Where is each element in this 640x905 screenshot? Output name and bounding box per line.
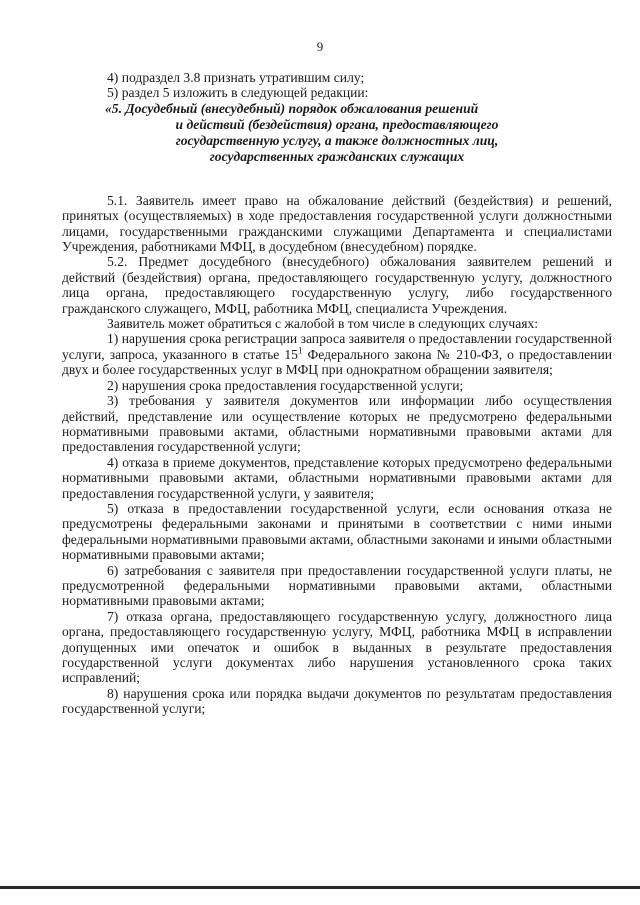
case-8: 8) нарушения срока или порядка выдачи документов по результатам предоставления государственной услуги; bbox=[62, 685, 612, 717]
document-body bbox=[62, 70, 612, 717]
case-1-text-after: Федерального закона № 210-ФЗ, о предоставлении двух и более государственных услуг в МФЦ при однократном обращении заявителя; bbox=[62, 346, 612, 378]
paragraph-5-1: 5.1. Заявитель имеет право на обжалование действий (бездействия) и решений, принятых (осуществляемых) в ходе предоставления государственной услуги должностными лицами, государственными гражданскими служащими Департамента и специалистами Учреждения, работниками МФЦ, в досудебном (внесудебном) порядке. bbox=[62, 192, 612, 255]
case-6: 6) затребования с заявителя при предоставлении государственной услуги платы, не предусмотренной федеральными нормативными правовыми актами, областными нормативными правовыми актами; bbox=[62, 562, 612, 609]
section-heading bbox=[62, 101, 612, 165]
heading-line-3: государственную услугу, а также должностных лиц, bbox=[175, 132, 499, 148]
intro-item-5: 5) раздел 5 изложить в следующей редакции: bbox=[107, 85, 369, 101]
paragraph-5-2: 5.2. Предмет досудебного (внесудебного) обжалования заявителем решений и действий (бездействия) органа, предоставляющего государственную услугу, должностного лица органа, предоставляющего государственную услугу, либо государственного гражданского служащего, МФЦ, работника МФЦ, специалиста Учреждения. bbox=[62, 254, 612, 316]
case-1-text-before: 1) нарушения срока регистрации запроса заявителя о предоставлении государственной услуги, запроса, указанного в статье 15 bbox=[62, 331, 612, 362]
case-7: 7) отказа органа, предоставляющего государственную услугу, должностного лица органа, предоставляющего государственную услугу, МФЦ, работника МФЦ в исправлении допущенных ими опечаток и ошибок в выданных в результате предоставления государственной услуги документах либо нарушения установленного срока таких исправлений; bbox=[62, 608, 612, 686]
case-3: 3) требования у заявителя документов или информации либо осуществления действий, представление или осуществление которых не предусмотрено федеральными нормативными правовыми актами, областными нормативными правовыми актами для предоставления государственной услуги; bbox=[62, 393, 612, 455]
heading-line-2: и действий (бездействия) органа, предоставляющего bbox=[175, 116, 499, 132]
cases-intro: Заявитель может обратиться с жалобой в том числе в следующих случаях: bbox=[107, 316, 539, 332]
case-5: 5) отказа в предоставлении государственной услуги, если основания отказа не предусмотрены федеральными законами и принятыми в соответствии с ними иными федеральными нормативными правовыми актами, областными законами и иными областными нормативными правовыми актами; bbox=[62, 500, 612, 563]
case-1 bbox=[62, 331, 612, 377]
page-number: 9 bbox=[316, 39, 324, 54]
case-2: 2) нарушения срока предоставления государственной услуги; bbox=[107, 377, 464, 393]
case-1-superscript: 1 bbox=[297, 345, 303, 356]
heading-line-1: «5. Досудебный (внесудебный) порядок обжалования решений bbox=[105, 100, 479, 116]
scan-edge-bar bbox=[0, 886, 640, 889]
heading-line-4: государственных гражданских служащих bbox=[209, 148, 465, 164]
intro-item-4: 4) подраздел 3.8 признать утратившим силу; bbox=[107, 70, 365, 85]
case-4: 4) отказа в приеме документов, представление которых предусмотрено федеральными нормативными правовыми актами, областными нормативными правовыми актами для предоставления государственной услуги, у заявителя; bbox=[62, 454, 612, 501]
